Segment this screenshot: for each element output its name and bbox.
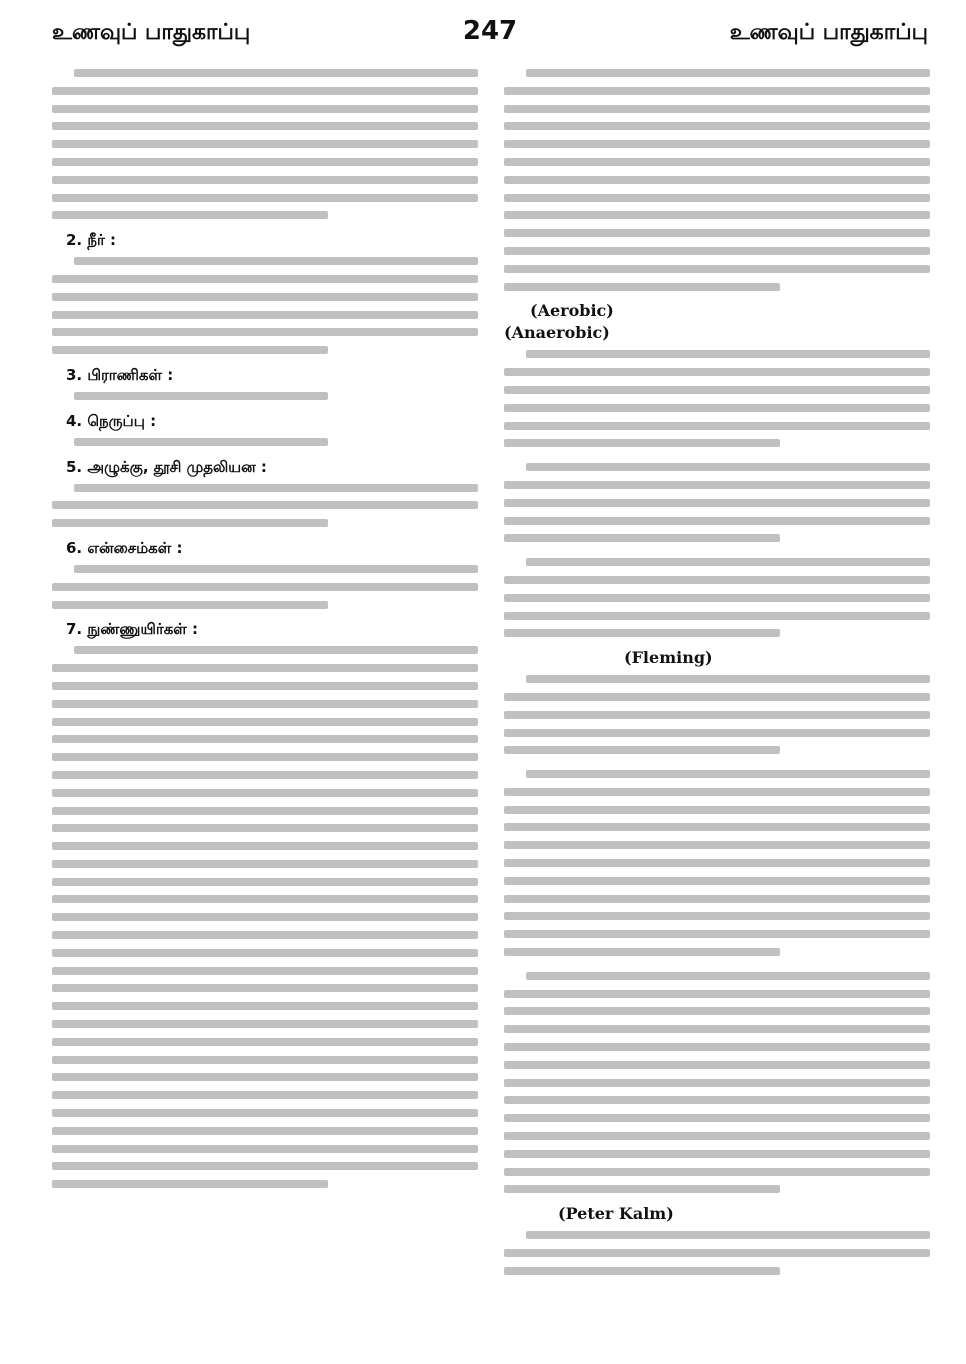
text-placeholder — [504, 1007, 930, 1015]
text-column-right — [504, 64, 930, 1354]
text-placeholder — [52, 140, 478, 148]
text-placeholder — [52, 860, 478, 868]
text-placeholder — [504, 265, 930, 273]
text-placeholder — [504, 841, 930, 849]
text-placeholder — [52, 1162, 478, 1170]
text-line — [52, 766, 478, 784]
text-placeholder — [52, 1056, 478, 1064]
text-line — [504, 624, 930, 642]
text-line — [504, 1038, 930, 1056]
text-placeholder — [504, 1043, 930, 1051]
text-line — [504, 1180, 930, 1198]
text-line — [504, 801, 930, 819]
text-line — [504, 417, 930, 435]
text-placeholder — [52, 682, 478, 690]
text-placeholder — [504, 87, 930, 95]
text-placeholder — [504, 176, 930, 184]
text-placeholder — [504, 912, 930, 920]
text-placeholder — [52, 105, 478, 113]
text-line — [52, 677, 478, 695]
text-line — [504, 872, 930, 890]
text-line — [52, 1157, 478, 1175]
text-line — [504, 907, 930, 925]
text-placeholder — [504, 612, 930, 620]
page-number: 247 — [462, 16, 518, 46]
text-placeholder — [504, 404, 930, 412]
text-line — [504, 1244, 930, 1262]
text-placeholder — [504, 788, 930, 796]
text-line — [504, 345, 930, 363]
text-line — [504, 189, 930, 207]
text-line — [52, 1140, 478, 1158]
text-placeholder — [504, 158, 930, 166]
text-placeholder — [504, 594, 930, 602]
text-line — [52, 1175, 478, 1193]
text-line — [52, 117, 478, 135]
section-heading: 7. நுண்ணுயிர்கள் : — [66, 620, 199, 639]
text-line — [504, 741, 930, 759]
paragraph — [504, 1226, 930, 1279]
text-line — [504, 100, 930, 118]
text-line — [504, 476, 930, 494]
text-line — [52, 1068, 478, 1086]
text-placeholder — [74, 257, 478, 265]
text-placeholder — [504, 948, 780, 956]
text-placeholder — [504, 481, 930, 489]
text-line — [52, 784, 478, 802]
text-placeholder — [52, 824, 478, 832]
paragraph — [504, 765, 930, 961]
text-placeholder — [52, 771, 478, 779]
text-line — [52, 135, 478, 153]
text-line — [52, 819, 478, 837]
text-line — [504, 434, 930, 452]
text-line — [504, 765, 930, 783]
text-placeholder — [504, 729, 930, 737]
text-line — [52, 323, 478, 341]
text-placeholder — [52, 1073, 478, 1081]
text-placeholder — [52, 601, 328, 609]
running-head-left: உணவுப் பாதுகாப்பு — [52, 20, 251, 45]
text-line — [504, 512, 930, 530]
text-line — [504, 783, 930, 801]
text-placeholder — [52, 807, 478, 815]
text-placeholder — [504, 122, 930, 130]
text-placeholder — [52, 1091, 478, 1099]
text-line — [52, 1015, 478, 1033]
text-line — [504, 967, 930, 985]
text-placeholder — [74, 69, 478, 77]
page-header — [52, 16, 928, 52]
text-placeholder — [52, 583, 478, 591]
text-placeholder — [504, 386, 930, 394]
text-placeholder — [52, 519, 328, 527]
text-placeholder — [504, 1150, 930, 1158]
text-line — [504, 943, 930, 961]
text-line — [52, 1086, 478, 1104]
section-heading: 3. பிராணிகள் : — [66, 365, 174, 384]
paragraph — [504, 553, 930, 642]
text-placeholder — [504, 746, 780, 754]
text-placeholder — [504, 877, 930, 885]
text-placeholder — [526, 770, 930, 778]
text-placeholder — [504, 247, 930, 255]
text-line — [504, 64, 930, 82]
text-placeholder — [504, 711, 930, 719]
text-placeholder — [504, 283, 780, 291]
text-line — [504, 399, 930, 417]
text-line — [52, 997, 478, 1015]
text-line — [504, 260, 930, 278]
text-placeholder — [504, 422, 930, 430]
text-placeholder — [504, 499, 930, 507]
text-placeholder — [526, 69, 930, 77]
section-heading: 4. நெருப்பு : — [66, 411, 157, 430]
text-placeholder — [52, 949, 478, 957]
text-placeholder — [52, 1020, 478, 1028]
text-placeholder — [526, 1231, 930, 1239]
text-line — [52, 802, 478, 820]
text-placeholder — [52, 1127, 478, 1135]
text-line — [52, 908, 478, 926]
text-line — [52, 171, 478, 189]
paragraph — [504, 345, 930, 452]
text-placeholder — [504, 693, 930, 701]
text-placeholder — [504, 1061, 930, 1069]
text-placeholder — [504, 517, 930, 525]
text-line — [52, 659, 478, 677]
latin-term: (Peter Kalm) — [558, 1204, 674, 1224]
text-placeholder — [526, 350, 930, 358]
text-line — [52, 387, 478, 405]
text-placeholder — [52, 1180, 328, 1188]
text-placeholder — [504, 1168, 930, 1176]
text-line — [52, 252, 478, 270]
text-line — [504, 589, 930, 607]
paragraph — [52, 619, 478, 639]
paragraph — [504, 458, 930, 547]
text-line — [504, 363, 930, 381]
text-placeholder — [504, 895, 930, 903]
text-line — [504, 171, 930, 189]
text-placeholder — [504, 823, 930, 831]
text-line — [504, 381, 930, 399]
latin-term: (Anaerobic) — [504, 323, 610, 343]
text-line — [504, 153, 930, 171]
text-line — [52, 730, 478, 748]
text-line — [52, 189, 478, 207]
text-line — [504, 1109, 930, 1127]
text-line — [52, 1033, 478, 1051]
text-placeholder — [52, 311, 478, 319]
paragraph — [52, 457, 478, 477]
text-line — [52, 855, 478, 873]
text-line — [504, 688, 930, 706]
text-placeholder — [74, 484, 478, 492]
text-line — [504, 494, 930, 512]
text-placeholder — [504, 1132, 930, 1140]
text-line — [52, 641, 478, 659]
text-line — [52, 479, 478, 497]
text-placeholder — [52, 176, 478, 184]
text-line — [52, 288, 478, 306]
text-line — [52, 514, 478, 532]
text-placeholder — [74, 392, 328, 400]
text-line — [52, 944, 478, 962]
paragraph — [52, 433, 478, 451]
text-line — [52, 82, 478, 100]
paragraph — [504, 323, 930, 343]
text-placeholder — [526, 558, 930, 566]
text-placeholder — [52, 1038, 478, 1046]
text-line — [504, 1262, 930, 1280]
text-line — [504, 1145, 930, 1163]
text-line — [504, 607, 930, 625]
text-line — [52, 748, 478, 766]
text-line — [504, 458, 930, 476]
text-placeholder — [504, 534, 780, 542]
text-line — [52, 890, 478, 908]
running-head-right: உணவுப் பாதுகாப்பு — [729, 20, 928, 45]
text-line — [52, 306, 478, 324]
text-placeholder — [504, 368, 930, 376]
text-line — [504, 1091, 930, 1109]
text-placeholder — [504, 1185, 780, 1193]
text-placeholder — [504, 140, 930, 148]
text-placeholder — [74, 565, 478, 573]
paragraph — [52, 387, 478, 405]
text-placeholder — [526, 972, 930, 980]
text-placeholder — [52, 158, 478, 166]
text-line — [52, 962, 478, 980]
text-line — [52, 433, 478, 451]
text-placeholder — [52, 718, 478, 726]
text-placeholder — [52, 293, 478, 301]
text-placeholder — [504, 1096, 930, 1104]
text-line — [52, 206, 478, 224]
paragraph — [52, 64, 478, 224]
paragraph — [52, 479, 478, 532]
text-line — [504, 1127, 930, 1145]
paragraph — [504, 1204, 930, 1224]
paragraph — [52, 641, 478, 1193]
text-line — [504, 724, 930, 742]
text-placeholder — [504, 990, 930, 998]
text-line — [52, 341, 478, 359]
text-placeholder — [52, 1002, 478, 1010]
text-placeholder — [504, 806, 930, 814]
text-placeholder — [52, 328, 478, 336]
text-placeholder — [504, 1267, 780, 1275]
text-placeholder — [52, 895, 478, 903]
text-placeholder — [52, 735, 478, 743]
text-line — [504, 224, 930, 242]
text-line — [504, 278, 930, 296]
paragraph — [504, 670, 930, 759]
latin-term: (Fleming) — [624, 648, 713, 668]
text-placeholder — [52, 346, 328, 354]
text-line — [504, 571, 930, 589]
text-placeholder — [504, 859, 930, 867]
text-placeholder — [52, 87, 478, 95]
text-line — [52, 1104, 478, 1122]
text-line — [504, 818, 930, 836]
text-placeholder — [504, 1025, 930, 1033]
text-placeholder — [52, 194, 478, 202]
text-column-left — [52, 64, 478, 1354]
latin-term: (Aerobic) — [530, 301, 614, 321]
paragraph — [52, 252, 478, 359]
text-line — [504, 529, 930, 547]
text-line — [504, 836, 930, 854]
text-placeholder — [526, 463, 930, 471]
text-line — [52, 100, 478, 118]
text-line — [504, 242, 930, 260]
text-placeholder — [52, 1109, 478, 1117]
text-placeholder — [52, 501, 478, 509]
text-placeholder — [504, 105, 930, 113]
text-placeholder — [52, 275, 478, 283]
paragraph — [52, 365, 478, 385]
text-line — [504, 925, 930, 943]
text-line — [504, 1226, 930, 1244]
text-line — [504, 82, 930, 100]
text-line — [52, 64, 478, 82]
text-placeholder — [52, 211, 328, 219]
text-line — [504, 135, 930, 153]
text-line — [504, 206, 930, 224]
text-line — [52, 873, 478, 891]
text-placeholder — [52, 664, 478, 672]
text-line — [504, 1002, 930, 1020]
text-line — [52, 496, 478, 514]
text-placeholder — [504, 194, 930, 202]
paragraph — [52, 538, 478, 558]
text-placeholder — [74, 438, 328, 446]
text-placeholder — [52, 753, 478, 761]
paragraph — [52, 230, 478, 250]
section-heading: 2. நீர் : — [66, 231, 117, 250]
text-line — [504, 553, 930, 571]
text-placeholder — [52, 878, 478, 886]
text-placeholder — [504, 439, 780, 447]
text-line — [52, 153, 478, 171]
text-placeholder — [52, 1145, 478, 1153]
text-placeholder — [526, 675, 930, 683]
text-placeholder — [504, 211, 930, 219]
section-heading: 5. அழுக்கு, தூசி முதலியன : — [66, 457, 267, 476]
text-placeholder — [74, 646, 478, 654]
text-line — [504, 890, 930, 908]
paragraph — [504, 64, 930, 295]
text-placeholder — [52, 931, 478, 939]
text-line — [504, 1056, 930, 1074]
text-line — [504, 1074, 930, 1092]
text-placeholder — [52, 122, 478, 130]
paragraph — [504, 967, 930, 1198]
text-line — [52, 560, 478, 578]
text-placeholder — [52, 842, 478, 850]
text-placeholder — [504, 930, 930, 938]
paragraph — [52, 411, 478, 431]
text-line — [504, 670, 930, 688]
text-line — [52, 837, 478, 855]
text-placeholder — [504, 576, 930, 584]
text-line — [52, 713, 478, 731]
text-line — [52, 596, 478, 614]
text-placeholder — [52, 700, 478, 708]
text-placeholder — [504, 229, 930, 237]
text-placeholder — [504, 1079, 930, 1087]
section-heading: 6. என்சைம்கள் : — [66, 538, 183, 557]
text-line — [504, 117, 930, 135]
text-line — [504, 1163, 930, 1181]
text-placeholder — [52, 984, 478, 992]
text-placeholder — [52, 789, 478, 797]
text-line — [52, 1051, 478, 1069]
text-line — [52, 695, 478, 713]
text-placeholder — [504, 1249, 930, 1257]
text-line — [504, 854, 930, 872]
text-line — [504, 1020, 930, 1038]
text-line — [52, 979, 478, 997]
text-line — [52, 270, 478, 288]
paragraph — [504, 648, 930, 668]
text-line — [52, 926, 478, 944]
text-line — [52, 578, 478, 596]
text-placeholder — [504, 629, 780, 637]
text-placeholder — [504, 1114, 930, 1122]
text-placeholder — [52, 967, 478, 975]
text-line — [504, 985, 930, 1003]
text-line — [504, 706, 930, 724]
paragraph — [52, 560, 478, 613]
text-placeholder — [52, 913, 478, 921]
paragraph — [504, 301, 930, 321]
text-line — [52, 1122, 478, 1140]
